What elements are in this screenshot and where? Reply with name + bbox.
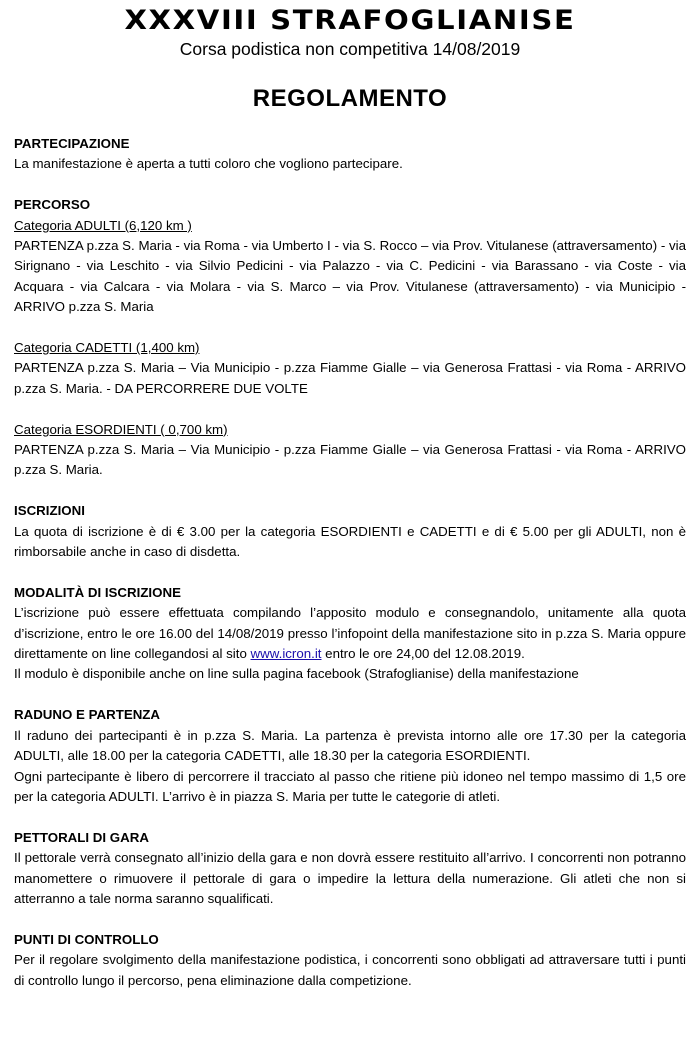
category-esordienti-route: PARTENZA p.zza S. Maria – Via Municipio - p.zza Fiamme Gialle – via Generosa Frattasi - via Roma - ARRIVO p.zza S. Maria.	[14, 442, 686, 478]
paragraph: Il modulo è disponibile anche on line sulla pagina facebook (Strafoglianise) della manifestazione	[14, 666, 579, 682]
section-title: PERCORSO	[14, 197, 91, 213]
text-before-link: L’iscrizione può essere effettuata compilando l’apposito modulo e consegnandolo, unitamente alla quota d’iscrizione, entro le ore 16.00 del 14/08/2019 presso l’infopoint della manifestazione sito in p.zza S. Maria oppure direttamente on line collegandosi al sito	[14, 605, 686, 662]
section-pettorali	[14, 828, 686, 910]
paragraph	[14, 603, 686, 664]
section-modalita	[14, 583, 686, 685]
section-controllo	[14, 930, 686, 991]
section-title: PARTECIPAZIONE	[14, 136, 130, 151]
section-title: RADUNO E PARTENZA	[14, 707, 161, 723]
section-title: ISCRIZIONI	[14, 503, 85, 519]
section-partecipazione	[14, 134, 686, 175]
section-title: PUNTI DI CONTROLLO	[14, 931, 159, 947]
text-after-link: entro le ore 24,00 del 12.08.2019.	[321, 646, 525, 662]
regulation-document	[14, 4, 686, 1011]
spacer	[14, 399, 686, 419]
category-cadetti-label: Categoria CADETTI (1,400 km)	[14, 340, 200, 356]
section-percorso	[14, 195, 686, 481]
section-raduno	[14, 705, 686, 807]
section-title: PETTORALI DI GARA	[14, 829, 149, 845]
icron-website-link[interactable]: www.icron.it	[250, 646, 322, 662]
category-cadetti-route: PARTENZA p.zza S. Maria – Via Municipio - p.zza Fiamme Gialle – via Generosa Frattasi - via Roma - ARRIVO p.zza S. Maria. - DA PERCORRERE DUE VOLTE	[14, 360, 686, 396]
document-heading: REGOLAMENTO	[252, 85, 448, 112]
spacer	[14, 318, 686, 338]
paragraph: La manifestazione è aperta a tutti coloro che vogliono partecipare.	[14, 156, 403, 172]
paragraph: Il pettorale verrà consegnato all’inizio della gara e non dovrà essere restituito all’arrivo. I concorrenti non potranno manomettere o rimuovere il pettorale di gara o impedire la lettura della numerazione. Gli atleti che non si atterranno a tale norma saranno squalificati.	[14, 850, 686, 906]
event-subtitle: Corsa podistica non competitiva 14/08/2019	[179, 39, 521, 59]
paragraph: Ogni partecipante è libero di percorrere il tracciato al passo che ritiene più idoneo nel tempo massimo di 1,5 ore per la categoria ADULTI. L’arrivo è in piazza S. Maria per tutte le categorie di atleti.	[14, 768, 686, 804]
event-title: XXXVIII STRAFOGLIANISE	[124, 5, 576, 36]
section-iscrizioni	[14, 501, 686, 562]
paragraph: Il raduno dei partecipanti è in p.zza S. Maria. La partenza è prevista intorno alle ore 17.30 per la categoria ADULTI, alle 18.00 per la categoria CADETTI, alle 18.30 per la categoria ESORDIENTI.	[14, 727, 686, 764]
paragraph: Per il regolare svolgimento della manifestazione podistica, i concorrenti sono obbligati ad attraversare tutti i punti di controllo lungo il percorso, pena eliminazione dalla competizione.	[14, 952, 686, 988]
category-adulti-label: Categoria ADULTI (6,120 km )	[14, 217, 192, 233]
section-title: MODALITÀ DI ISCRIZIONE	[14, 584, 181, 600]
category-esordienti-label: Categoria ESORDIENTI ( 0,700 km)	[14, 421, 228, 437]
paragraph: La quota di iscrizione è di € 3.00 per la categoria ESORDIENTI e CADETTI e di € 5.00 per gli ADULTI, non è rimborsabile anche in caso di disdetta.	[14, 523, 686, 560]
category-adulti-route: PARTENZA p.zza S. Maria - via Roma - via Umberto I - via S. Rocco – via Prov. Vitulanese (attraversamento) - via Sirignano - via Leschito - via Silvio Pedicini - via Palazzo - via C. Pedicini - via Barassano - via Coste - via Acquara - via Calcara - via Molara - via S. Marco – via Prov. Vitulanese (attraversamento) - via Municipio - ARRIVO p.zza S. Maria	[14, 238, 686, 315]
